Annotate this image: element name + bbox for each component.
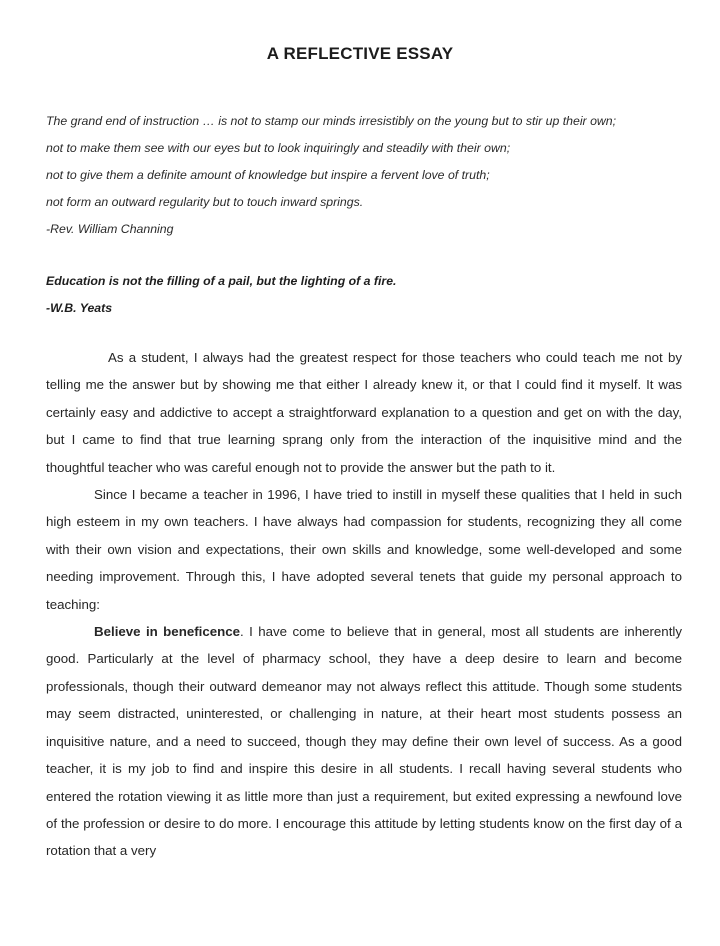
paragraph-heading: Believe in beneficence [94,624,241,640]
quote-text: Education is not the filling of a pail, but the lighting of a fire. [46,274,397,288]
paragraph-3 [46,618,682,865]
quote-line: not to make them see with our eyes but to look inquiringly and steadily with their own; [46,141,511,155]
paragraph-2: Since I became a teacher in 1996, I have tried to instill in myself these qualities that I held in such high esteem in my own teachers. I have always had compassion for students, recognizing they all come with their own vision and expectations, their own skills and knowledge, some well-developed and some needing improvement. Through this, I have adopted several tenets that guide my personal approach to teaching: [46,487,682,612]
epigraph-yeats [46,268,696,322]
quote-author: -W.B. Yeats [46,301,113,315]
quote-line: not form an outward regularity but to touch inward springs. [46,195,364,209]
quote-author: -Rev. William Channing [46,222,174,236]
paragraph-text: . I have come to believe that in general, most all students are inherently good. Particularly at the level of pharmacy school, they have a deep desire to learn and become professionals, though their outward demeanor may not always reflect this attitude. Though some students may seem distracted, uninterested, or challenging in nature, at their heart most students possess an inquisitive nature, and a need to succeed, though they may define their own level of success. As a good teacher, it is my job to find and inspire this desire in all students. I recall having several students who entered the rotation viewing it as little more than just a requirement, but exited expressing a newfound love of the profession or desire to do more. I encourage this attitude by letting students know on the first day of a rotation that a very [46,624,682,859]
epigraph-channing [46,108,696,243]
quote-line: not to give them a definite amount of knowledge but inspire a fervent love of truth; [46,168,490,182]
essay-body [46,344,682,865]
paragraph-1: As a student, I always had the greatest respect for those teachers who could teach me not by telling me the answer but by showing me that either I already knew it, or that I could find it myself. It was certainly easy and addictive to accept a straightforward explanation to a question and get on with the day, but I came to find that true learning sprang only from the interaction of the inquisitive mind and the thoughtful teacher who was careful enough not to provide the answer but the path to it. [46,350,682,475]
page-title: A REFLECTIVE ESSAY [266,44,454,63]
quote-line: The grand end of instruction … is not to stamp our minds irresistibly on the young but to stir up their own; [46,114,617,128]
